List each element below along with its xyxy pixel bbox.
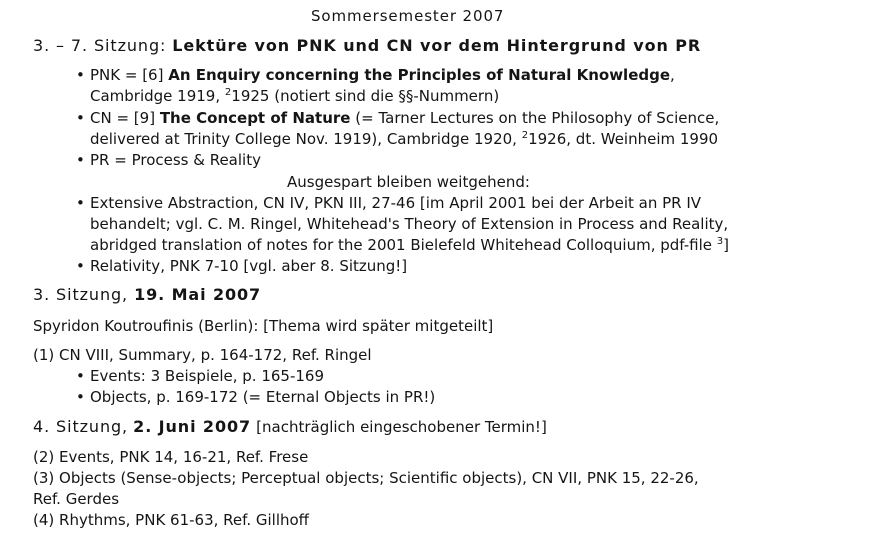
session4-item3-cont [33, 489, 119, 509]
bullet-glyph: • [76, 388, 85, 406]
excluded-label-text: Ausgespart bleiben weitgehend: [287, 173, 530, 191]
bullet-glyph: • [76, 257, 85, 275]
session3-speaker [33, 316, 493, 336]
pnk-bullet-line2 [90, 86, 499, 106]
session3-prefix: 3. Sitzung, [33, 285, 129, 304]
cn-edition-sup: 2 [521, 130, 529, 141]
bullet-glyph: • [76, 66, 85, 84]
extensive-line3-end: ] [723, 236, 730, 254]
footnote-sup: 3 [716, 236, 724, 247]
session4-item2 [33, 447, 308, 467]
session4-item3-line1: (3) Objects (Sense-objects; Perceptual objects; Scientific objects), CN VII, PNK 15, 22-26, [33, 469, 699, 487]
session3-item1-text: (1) CN VIII, Summary, p. 164-172, Ref. Ringel [33, 346, 372, 364]
cn-bullet-line2 [90, 129, 718, 149]
cn-prefix: CN = [9] [90, 109, 156, 127]
pnk-title: An Enquiry concerning the Principles of Natural Knowledge [168, 66, 671, 84]
semester-title [311, 6, 504, 26]
pnk-line2-a: Cambridge 1919, [90, 87, 221, 105]
cn-bullet [76, 108, 720, 128]
pnk-suffix: , [670, 66, 675, 84]
cn-suffix: (= Tarner Lectures on the Philosophy of Science, [355, 109, 720, 127]
extensive-bullet [76, 193, 702, 213]
excluded-label [287, 172, 530, 192]
session4-prefix: 4. Sitzung, [33, 417, 129, 436]
pnk-bullet [76, 65, 675, 85]
extensive-line2-row [90, 214, 728, 234]
block-heading-prefix: 3. – 7. Sitzung: [33, 36, 167, 55]
session4-heading [33, 417, 547, 437]
block-heading-title: Lektüre von PNK und CN vor dem Hintergrund von PR [172, 36, 702, 55]
cn-title: The Concept of Nature [159, 109, 351, 127]
pr-text: PR = Process & Reality [90, 151, 261, 169]
pnk-edition-sup: 2 [224, 87, 232, 98]
session4-item4 [33, 510, 309, 530]
session3-date: 19. Mai 2007 [134, 285, 262, 304]
session4-note: [nachträglich eingeschobener Termin!] [256, 418, 547, 436]
extensive-line3: abridged translation of notes for the 2001 Bielefeld Whitehead Colloquium, pdf-file [90, 236, 713, 254]
bullet-glyph: • [76, 367, 85, 385]
session3-item1 [33, 345, 372, 365]
session4-item3 [33, 468, 699, 488]
session3-speaker-text: Spyridon Koutroufinis (Berlin): [Thema wird später mitgeteilt] [33, 317, 494, 335]
pr-bullet [76, 150, 261, 170]
pnk-line2-b: 1925 (notiert sind die §§-Nummern) [231, 87, 500, 105]
block-heading [33, 36, 701, 56]
session4-item2-text: (2) Events, PNK 14, 16-21, Ref. Frese [33, 448, 309, 466]
extensive-line2: behandelt; vgl. C. M. Ringel, Whitehead's Theory of Extension in Process and Reality, [90, 215, 729, 233]
session3-sub1 [76, 366, 325, 386]
cn-line2-b: 1926, dt. Weinheim 1990 [528, 130, 719, 148]
session4-item4-text: (4) Rhythms, PNK 61-63, Ref. Gillhoff [33, 511, 310, 529]
bullet-glyph: • [76, 151, 85, 169]
bullet-glyph: • [76, 194, 85, 212]
pnk-prefix: PNK = [6] [90, 66, 164, 84]
relativity-bullet [76, 256, 408, 276]
semester-text: Sommersemester 2007 [311, 7, 505, 25]
session3-sub1-text: Events: 3 Beispiele, p. 165-169 [90, 367, 325, 385]
bullet-glyph: • [76, 109, 85, 127]
session4-item3-line2: Ref. Gerdes [33, 490, 120, 508]
session3-heading [33, 285, 261, 305]
extensive-line3-row [90, 235, 729, 255]
session3-sub2-text: Objects, p. 169-172 (= Eternal Objects in PR!) [90, 388, 436, 406]
cn-line2-a: delivered at Trinity College Nov. 1919), Cambridge 1920, [90, 130, 517, 148]
extensive-line1: Extensive Abstraction, CN IV, PKN III, 27-46 [im April 2001 bei der Arbeit an PR IV [90, 194, 702, 212]
session3-sub2 [76, 387, 436, 407]
session4-date: 2. Juni 2007 [133, 417, 252, 436]
relativity-text: Relativity, PNK 7-10 [vgl. aber 8. Sitzung!] [90, 257, 408, 275]
